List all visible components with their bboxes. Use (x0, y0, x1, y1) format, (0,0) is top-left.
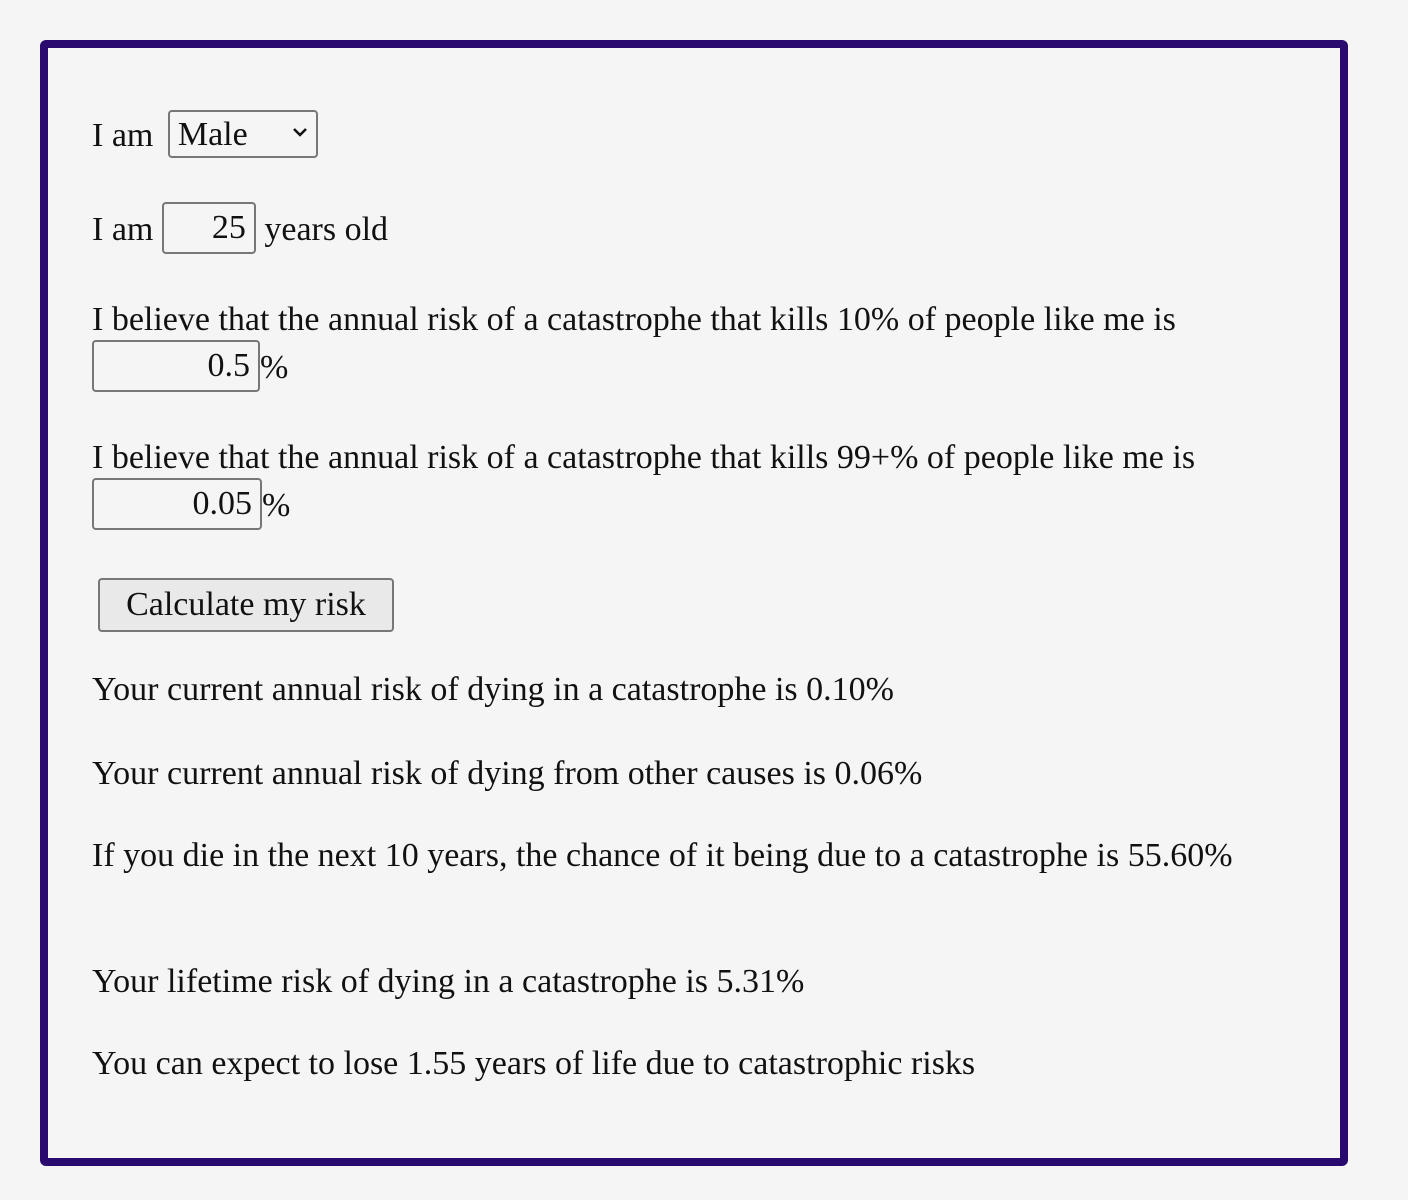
risk99-input[interactable]: 0.05 (92, 478, 262, 530)
risk10-input[interactable]: 0.5 (92, 340, 260, 392)
risk10-row (92, 296, 1300, 396)
age-input[interactable]: 25 (162, 202, 256, 254)
sex-row (92, 112, 1300, 162)
result-ten-year-share: If you die in the next 10 years, the chance of it being due to a catastrophe is 55.60% (92, 837, 1233, 874)
risk99-prefix: I believe that the annual risk of a catastrophe that kills 99+% of people like me is (92, 439, 1196, 476)
risk99-percent: % (262, 487, 291, 524)
result-years-lost: You can expect to lose 1.55 years of life due to catastrophic risks (92, 1045, 976, 1082)
sex-select[interactable] (168, 110, 318, 158)
risk-calculator-panel (40, 40, 1348, 1166)
calculate-button[interactable]: Calculate my risk (98, 578, 394, 632)
risk10-prefix: I believe that the annual risk of a catastrophe that kills 10% of people like me is (92, 301, 1176, 338)
result-annual-catastrophe: Your current annual risk of dying in a catastrophe is 0.10% (92, 671, 894, 708)
sex-prefix: I am (92, 117, 154, 154)
result-lifetime-risk: Your lifetime risk of dying in a catastrophe is 5.31% (92, 963, 805, 1000)
sex-select-value: Male (177, 116, 248, 154)
risk99-row (92, 434, 1300, 534)
result-annual-other: Your current annual risk of dying from other causes is 0.06% (92, 755, 923, 792)
age-row (92, 206, 1300, 258)
chevron-down-icon (292, 124, 308, 140)
risk10-percent: % (260, 349, 289, 386)
age-suffix: years old (264, 211, 389, 248)
age-prefix: I am (92, 211, 154, 248)
